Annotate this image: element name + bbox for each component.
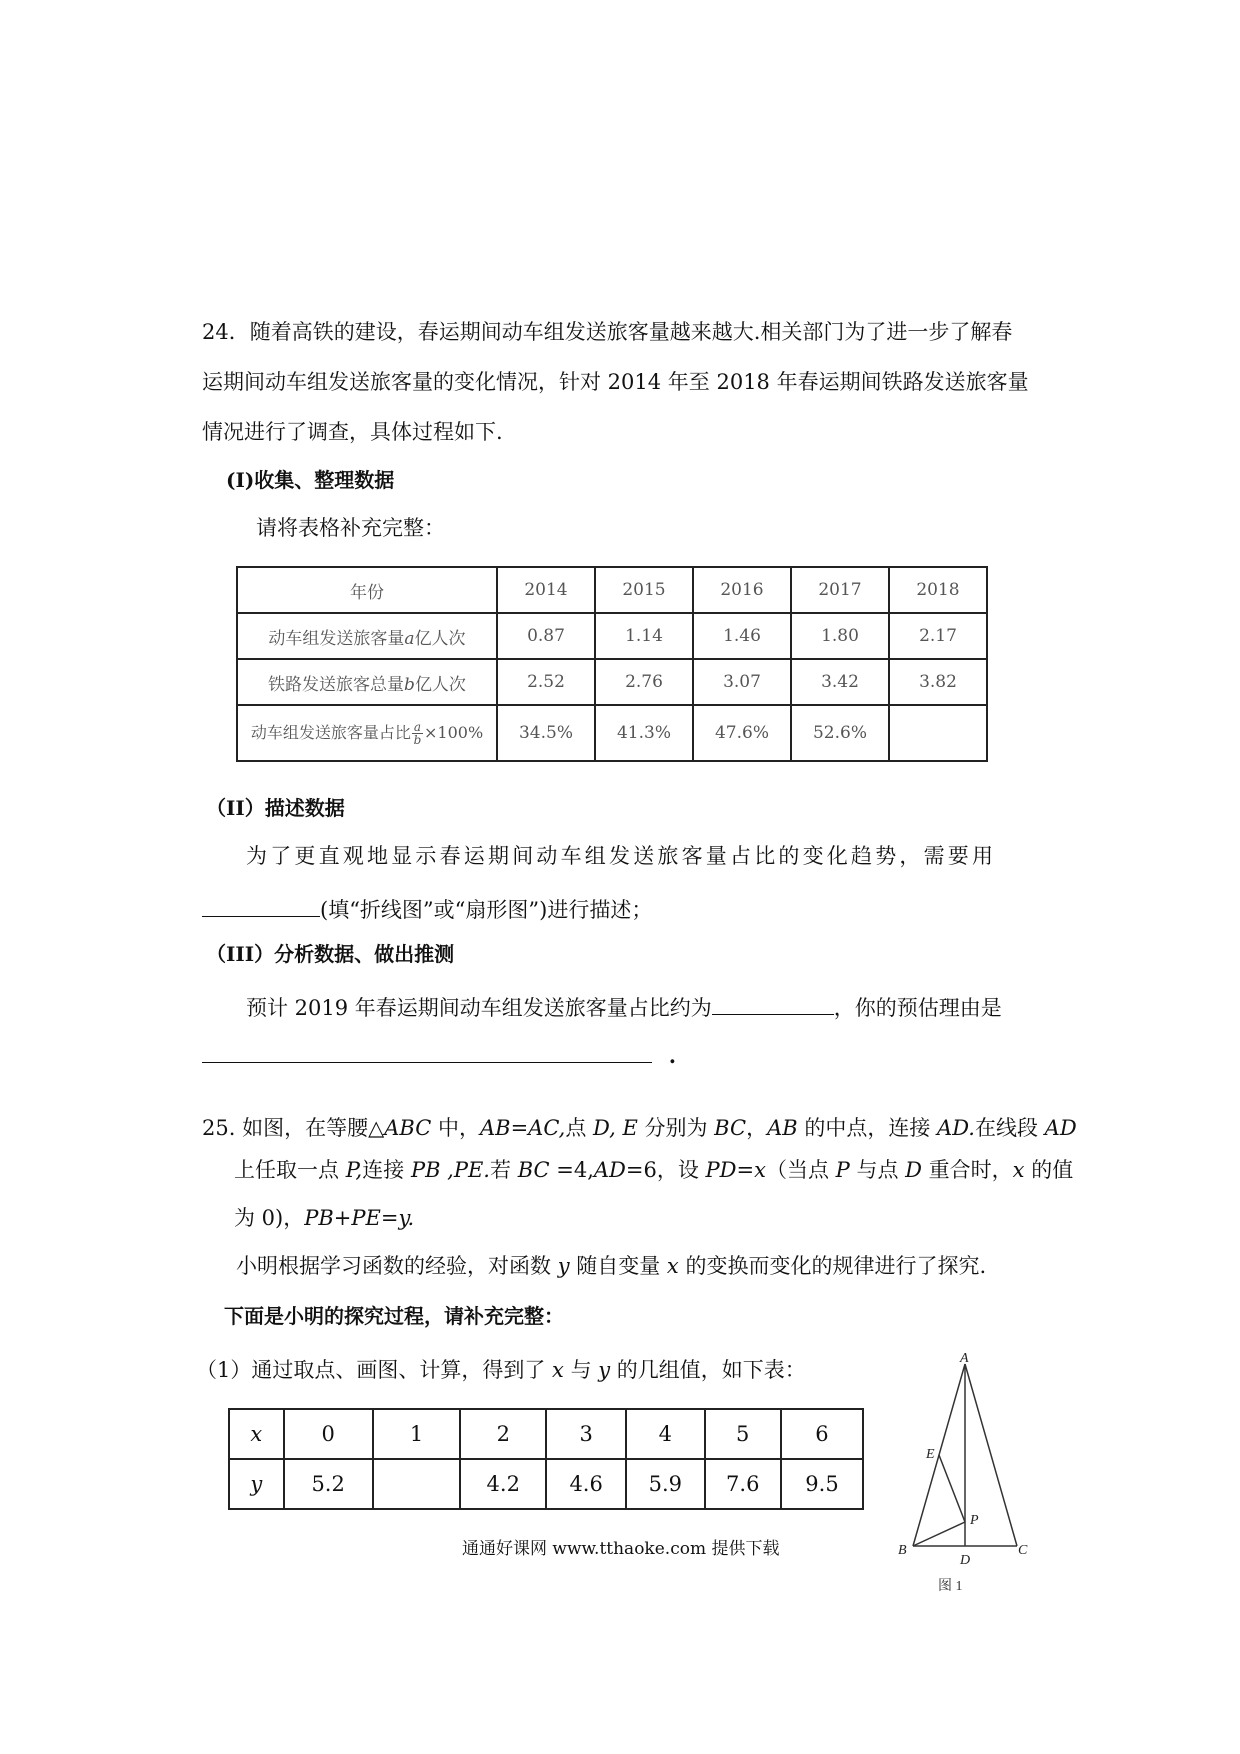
- table-cell: 2.76: [595, 659, 693, 705]
- table-header-cell: 2015: [595, 567, 693, 613]
- q25-xy-table: [228, 1408, 864, 1510]
- row-label-unit: 亿人次: [414, 674, 466, 695]
- q24-intro-line3: 情况进行了调查，具体过程如下.: [202, 420, 503, 444]
- math: P,: [345, 1158, 363, 1182]
- math: D: [905, 1158, 922, 1182]
- math: BC: [517, 1158, 550, 1182]
- table-header-cell: 2017: [791, 567, 889, 613]
- text: 若: [490, 1158, 518, 1182]
- label-a: A: [960, 1351, 969, 1366]
- answer-blank-reason[interactable]: [202, 1042, 652, 1063]
- row-label-var: a: [404, 628, 415, 649]
- table-cell: 41.3%: [595, 705, 693, 761]
- row-label: [237, 613, 497, 659]
- fraction-denominator: b: [413, 733, 422, 747]
- y-row: [229, 1459, 863, 1509]
- table-header-cell: 2014: [497, 567, 595, 613]
- segment-pb: [913, 1522, 965, 1546]
- table-cell: 47.6%: [693, 705, 791, 761]
- q25-line3: [234, 1208, 414, 1229]
- table-cell: 3.07: [693, 659, 791, 705]
- row-label-unit: 亿人次: [414, 628, 466, 649]
- x-value: 1: [373, 1409, 461, 1459]
- x-value: 2: [460, 1409, 546, 1459]
- segment-pe: [939, 1455, 965, 1522]
- text: 与点: [849, 1158, 906, 1182]
- q24-data-table: [236, 566, 988, 762]
- y-value: 9.5: [781, 1459, 863, 1509]
- text: （1）通过取点、画图、计算，得到了: [196, 1358, 553, 1382]
- math: PB+PE=y.: [304, 1206, 415, 1230]
- q24-part2-text2: (填“折线图”或“扇形图”)进行描述；: [320, 898, 653, 922]
- math: AB=AC,: [479, 1116, 566, 1140]
- text: 点: [565, 1116, 594, 1140]
- table-cell: 3.42: [791, 659, 889, 705]
- figure-caption: 图 1: [938, 1579, 963, 1594]
- text: 的几组值，如下表：: [610, 1358, 806, 1382]
- table-row: [237, 659, 987, 705]
- q24-part1-heading: (I)收集、整理数据: [226, 468, 395, 492]
- y-header: y: [229, 1459, 284, 1509]
- x-header: x: [229, 1409, 284, 1459]
- math: x: [666, 1254, 679, 1278]
- text: 随自变量: [569, 1254, 667, 1278]
- x-value: 4: [626, 1409, 704, 1459]
- table-row: [237, 613, 987, 659]
- q24-intro-line1: 24．随着高铁的建设，春运期间动车组发送旅客量越来越大.相关部门为了进一步了解春: [202, 320, 1013, 344]
- q25-line1: [202, 1118, 1077, 1139]
- table-cell: 2.52: [497, 659, 595, 705]
- q24-part2-line2: [202, 896, 652, 921]
- x-value: 0: [284, 1409, 373, 1459]
- row-label-text: 动车组发送旅客量占比: [250, 723, 411, 742]
- q25-line4: [236, 1256, 986, 1277]
- table-cell: 2.17: [889, 613, 987, 659]
- table-header-row: [237, 567, 987, 613]
- fraction: [412, 721, 423, 746]
- text: 的值: [1024, 1158, 1074, 1182]
- row-label: [237, 705, 497, 761]
- q24-part1-instruction: 请将表格补充完整：: [256, 516, 445, 540]
- table-header-cell: 2016: [693, 567, 791, 613]
- math: D, E: [593, 1116, 638, 1140]
- text: 小明根据学习函数的经验，对函数: [236, 1254, 558, 1278]
- y-value: 7.6: [705, 1459, 781, 1509]
- q24-part2-text1: 为了更直观地显示春运期间动车组发送旅客量占比的变化趋势，需要用: [246, 844, 997, 868]
- math: x: [552, 1358, 564, 1382]
- math: PB ,PE.: [410, 1158, 490, 1182]
- row-label-var: b: [404, 674, 415, 695]
- fraction-numerator: a: [413, 720, 421, 734]
- text: 分别为: [637, 1116, 715, 1140]
- answer-blank-2019-estimate[interactable]: [712, 994, 834, 1015]
- text: 25. 如图，在等腰△: [202, 1116, 385, 1140]
- table-row: [237, 705, 987, 761]
- math: AB: [767, 1116, 798, 1140]
- math: y: [598, 1358, 611, 1382]
- table-header-cell: 年份: [237, 567, 497, 613]
- math: x: [1012, 1158, 1025, 1182]
- label-c: C: [1018, 1543, 1028, 1558]
- text: 的中点，连接: [797, 1116, 938, 1140]
- q24-part3-line: [246, 994, 1002, 1019]
- label-p: P: [970, 1513, 979, 1528]
- text: ，: [746, 1116, 768, 1140]
- math: AD: [593, 1158, 626, 1182]
- q24-part3-text-post: ，你的预估理由是: [833, 996, 1002, 1020]
- q24-part2-heading: （II）描述数据: [206, 796, 345, 820]
- text: 与: [563, 1358, 599, 1382]
- text: 上任取一点: [234, 1158, 346, 1182]
- q24-reason-line: [202, 1042, 676, 1067]
- math: P: [835, 1158, 850, 1182]
- x-value: 3: [546, 1409, 626, 1459]
- math: AD: [1044, 1116, 1077, 1140]
- table-cell: 1.14: [595, 613, 693, 659]
- table-cell: 34.5%: [497, 705, 595, 761]
- math: AD.: [937, 1116, 975, 1140]
- q25-line5: 下面是小明的探究过程，请补充完整：: [224, 1304, 564, 1328]
- q24-intro-line2: 运期间动车组发送旅客量的变化情况，针对 2014 年至 2018 年春运期间铁路发送旅客量: [202, 370, 1029, 394]
- math: y: [557, 1254, 570, 1278]
- row-label-text: 动车组发送旅客量: [268, 628, 405, 649]
- row-label-text: 铁路发送旅客总量: [268, 674, 405, 695]
- x-value: 5: [705, 1409, 781, 1459]
- table-header-cell: 2018: [889, 567, 987, 613]
- table-cell: 1.46: [693, 613, 791, 659]
- triangle-figure: [880, 1350, 1040, 1610]
- label-e: E: [926, 1447, 935, 1462]
- table-cell: 3.82: [889, 659, 987, 705]
- row-label-unit: ×100%: [424, 723, 484, 742]
- table-cell: 1.80: [791, 613, 889, 659]
- text: 的变换而变化的规律进行了探究.: [678, 1254, 987, 1278]
- math: ABC: [384, 1116, 432, 1140]
- text: =4,: [549, 1158, 594, 1182]
- q25-line2: [234, 1160, 1073, 1181]
- x-row: [229, 1409, 863, 1459]
- answer-blank-chart-type[interactable]: [202, 896, 320, 917]
- math: BC: [714, 1116, 747, 1140]
- label-b: B: [898, 1543, 907, 1558]
- text: 重合时，: [921, 1158, 1013, 1182]
- y-value: 4.6: [546, 1459, 626, 1509]
- y-answer-cell[interactable]: [373, 1459, 461, 1509]
- table-cell: 0.87: [497, 613, 595, 659]
- text: 为 0)，: [234, 1206, 305, 1230]
- q24-part3-heading: （III）分析数据、做出推测: [206, 942, 455, 966]
- label-d: D: [960, 1553, 971, 1568]
- row-label: [237, 659, 497, 705]
- y-value: 5.2: [284, 1459, 373, 1509]
- text: =6，设: [625, 1158, 706, 1182]
- answer-cell-2018[interactable]: [889, 705, 987, 761]
- x-value: 6: [781, 1409, 863, 1459]
- y-value: 5.9: [626, 1459, 704, 1509]
- footer-text: 通通好课网 www.tthaoke.com 提供下载: [462, 1539, 780, 1559]
- q24-end-period: .: [668, 1043, 676, 1068]
- math: PD=x: [705, 1158, 766, 1182]
- q24-part3-text-pre: 预计 2019 年春运期间动车组发送旅客量占比约为: [246, 996, 712, 1020]
- text: （当点: [765, 1158, 836, 1182]
- q25-line6: [196, 1360, 806, 1381]
- text: 在线段: [974, 1116, 1045, 1140]
- text: 连接: [362, 1158, 411, 1182]
- table-cell: 52.6%: [791, 705, 889, 761]
- y-value: 4.2: [460, 1459, 546, 1509]
- text: 中，: [431, 1116, 480, 1140]
